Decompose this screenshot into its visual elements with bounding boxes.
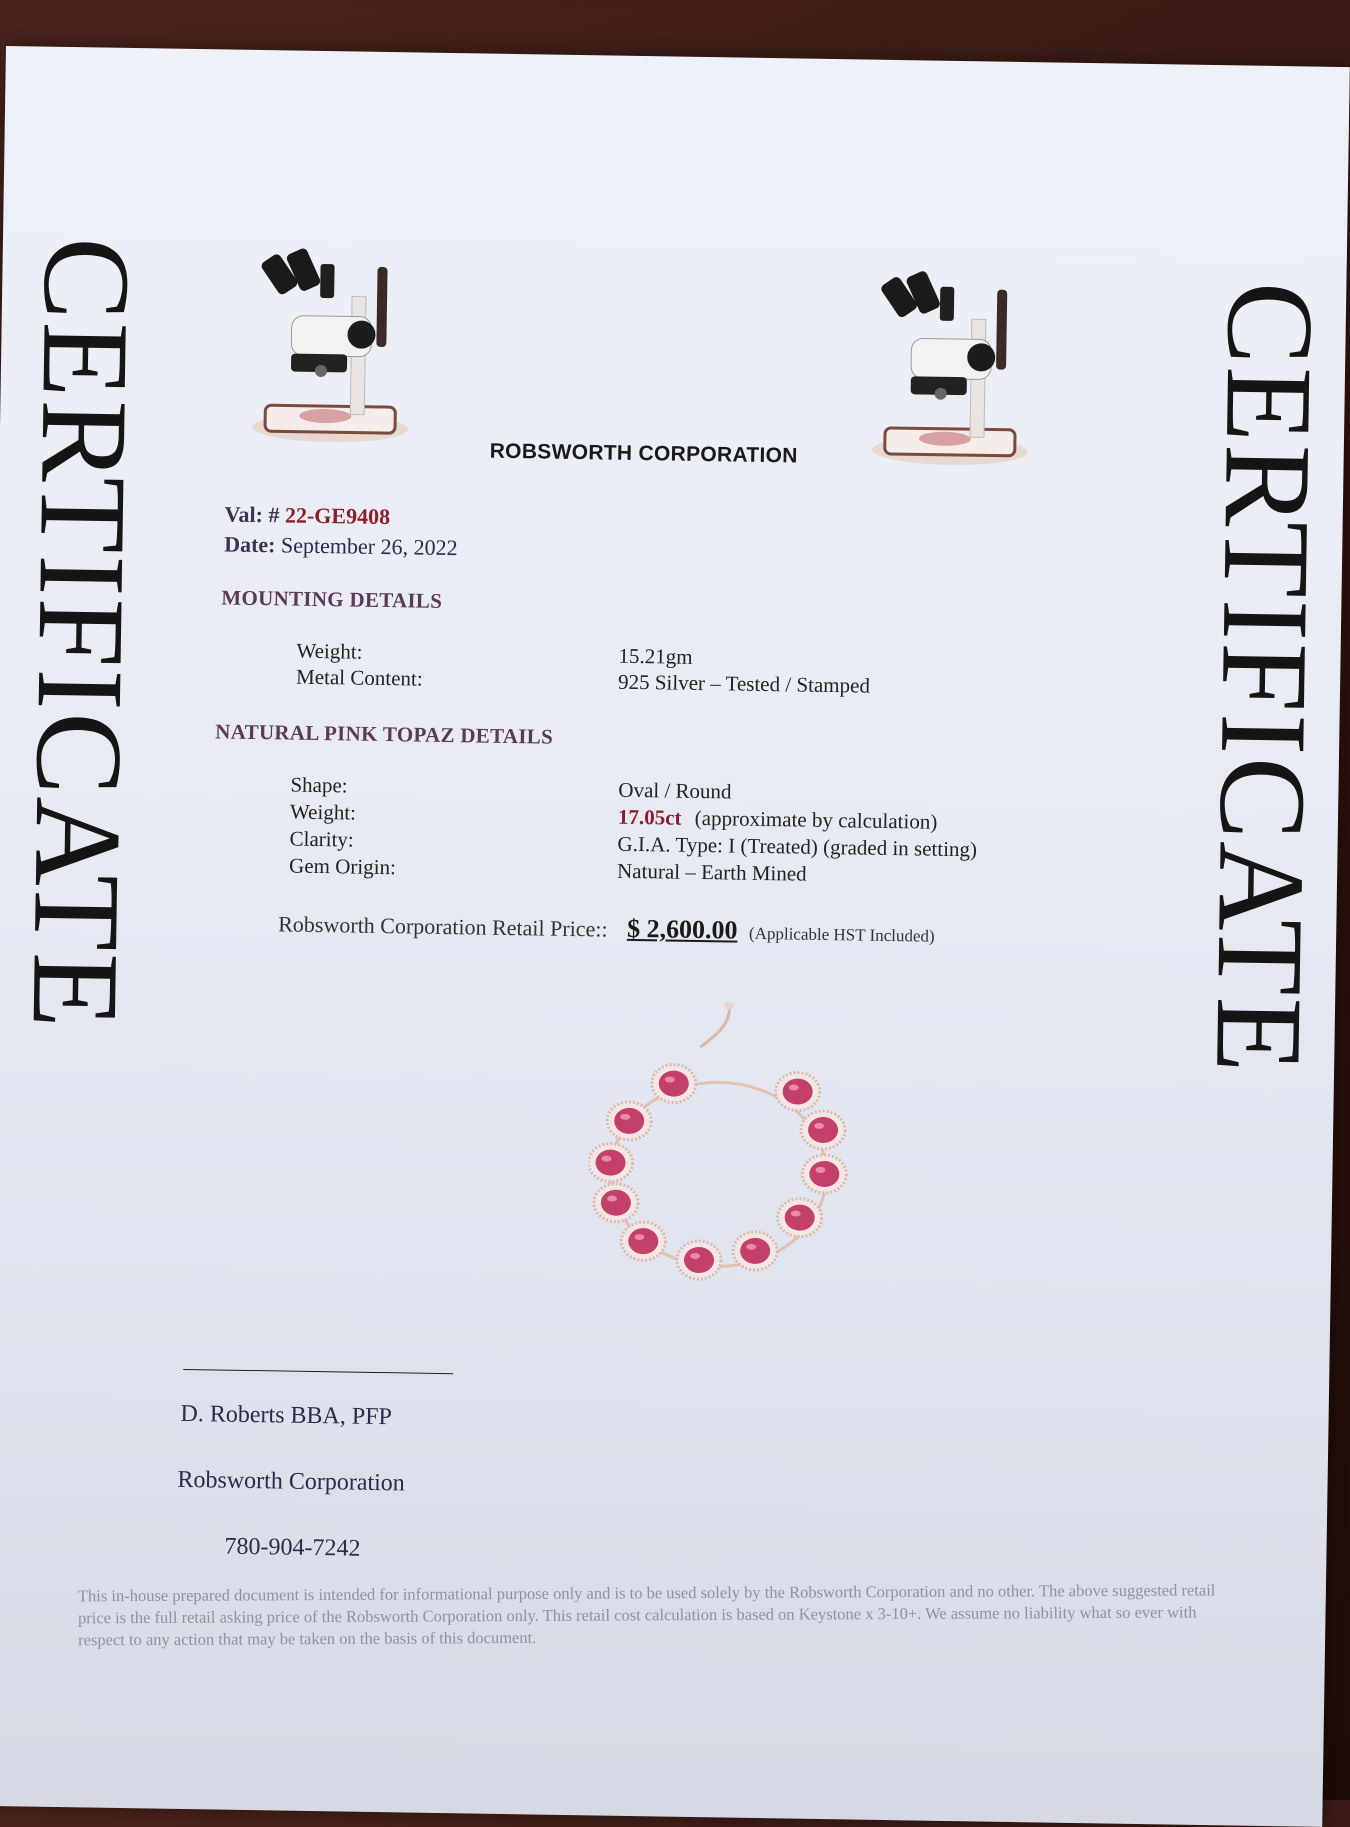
clarity-value: G.I.A. Type: I (Treated) (graded in setting) [617,831,978,862]
valuation-number: 22-GE9408 [284,502,391,530]
retail-price-value: $ 2,600.00 [626,913,738,945]
shape-value: Oval / Round [618,777,732,804]
certificate-paper [0,46,1350,1827]
company-title: ROBSWORTH CORPORATION [489,439,798,468]
disclaimer-text: This in-house prepared document is intended for informational purpose only and is to be used solely by the Robsworth Corporation and no other. The above suggested retail price is the full retail asking price of the Robsworth Corporation only. This retail cost calculation is based on Keystone x 3-10+. We assume no liability what so ever with respect to any action that may be taken on the basis of this document. [77,1580,1216,1650]
bracelet-gems [587,1063,848,1281]
mounting-weight-value: 15.21gm [618,643,693,669]
topaz-details-heading: NATURAL PINK TOPAZ DETAILS [215,719,554,749]
metal-content-label: Metal Content: [295,664,423,691]
bracelet-icon [586,1000,911,1355]
certificate-side-word-left: CERTIFICATE [6,236,156,1032]
mounting-weight-label: Weight: [296,638,363,664]
microscope-icon [250,245,423,448]
microscope-icon [869,268,1042,471]
gem-origin-label: Gem Origin: [288,853,397,880]
gem-weight-label: Weight: [289,799,357,825]
valuation-number-line [224,501,390,530]
retail-price-label: Robsworth Corporation Retail Price:: [278,911,608,942]
clarity-label: Clarity: [289,826,354,852]
gem-weight-value-line [618,805,938,835]
retail-price-line [278,908,935,948]
gem-origin-value: Natural – Earth Mined [616,858,807,886]
gem-weight-note: (approximate by calculation) [694,805,938,834]
shape-label: Shape: [290,772,348,798]
signer-phone: 780-904-7242 [224,1533,361,1562]
metal-content-value: 925 Silver – Tested / Stamped [617,669,871,698]
mounting-details-heading: MOUNTING DETAILS [221,585,443,613]
date-value: September 26, 2022 [280,532,458,561]
signer-company: Robsworth Corporation [177,1466,406,1497]
date-label: Date: [224,531,276,558]
signature-line [183,1369,453,1374]
date-line [224,531,458,561]
retail-price-note: (Applicable HST Included) [748,923,935,946]
gem-weight-value: 17.05ct [617,804,682,830]
valuation-label: Val: # [224,501,280,528]
certificate-side-word-right: CERTIFICATE [1190,280,1340,1076]
signer-name: D. Roberts BBA, PFP [180,1400,393,1431]
